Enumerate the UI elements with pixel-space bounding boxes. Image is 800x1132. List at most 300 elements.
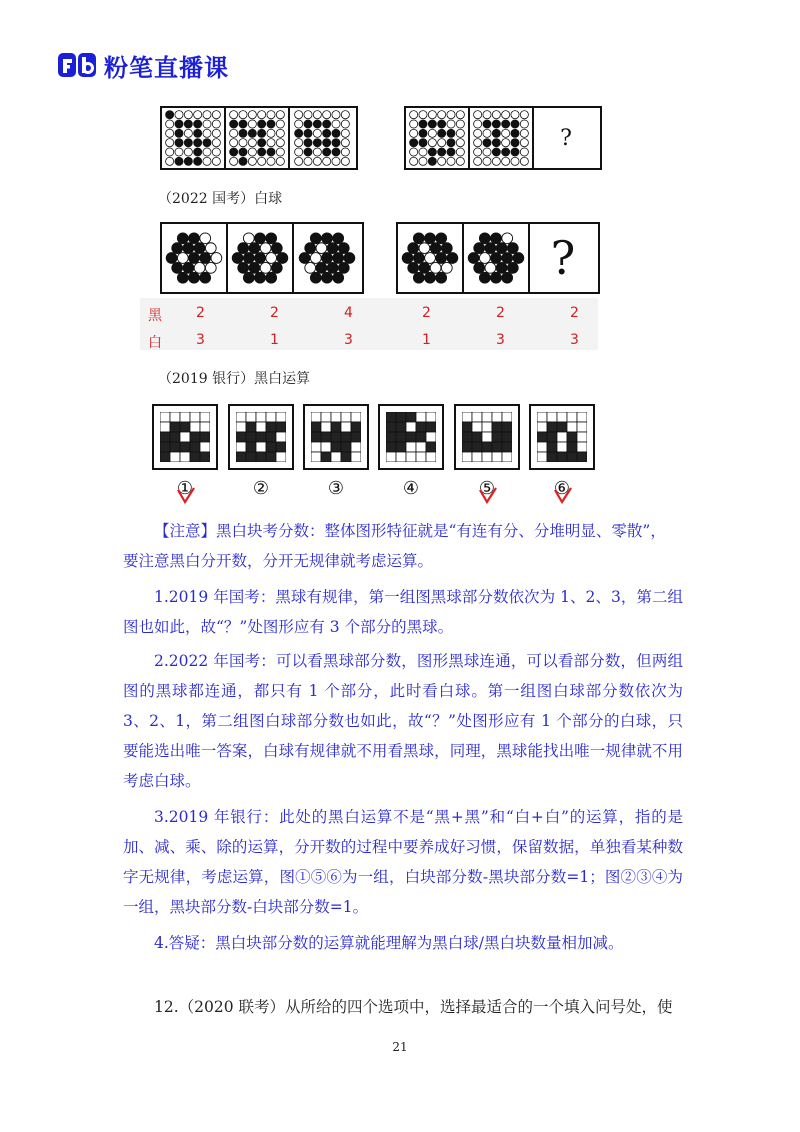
black-count: 4	[344, 305, 353, 321]
black-square	[170, 432, 180, 442]
white-square	[567, 412, 577, 422]
note-paragraph-4	[123, 928, 683, 958]
black-ball	[419, 139, 427, 147]
black-ball	[304, 129, 312, 137]
white-ball	[205, 262, 216, 273]
figure1-left-group	[160, 106, 358, 170]
black-ball	[425, 233, 436, 244]
white-ball	[304, 157, 312, 165]
black-square	[472, 432, 482, 442]
black-ball	[239, 148, 247, 156]
figure2-panel	[398, 224, 464, 292]
black-square	[266, 442, 276, 452]
black-ball	[299, 253, 310, 264]
white-square	[160, 422, 170, 432]
white-ball	[230, 111, 238, 119]
white-square	[236, 412, 246, 422]
white-ball	[492, 157, 500, 165]
ball-grid-graphic	[409, 110, 465, 166]
black-ball	[323, 120, 331, 128]
black-ball	[239, 120, 247, 128]
logo-text: 粉笔直播课	[104, 53, 229, 82]
question-12	[123, 992, 683, 1022]
white-ball	[474, 111, 482, 119]
black-square	[341, 432, 351, 442]
white-ball	[483, 129, 491, 137]
black-square	[416, 422, 426, 432]
figure1-panel	[162, 108, 226, 168]
black-ball	[248, 129, 256, 137]
white-ball	[166, 139, 174, 147]
black-ball	[491, 272, 502, 283]
black-ball	[441, 243, 452, 254]
black-square	[276, 442, 286, 452]
white-ball	[341, 157, 349, 165]
white-ball	[203, 111, 211, 119]
note-line-2: 要注意黑白分开数，分开无规律就考虑运算。	[123, 552, 434, 570]
hex-cluster-graphic	[230, 228, 290, 288]
white-ball	[474, 139, 482, 147]
black-square	[462, 432, 472, 442]
black-ball	[479, 233, 490, 244]
white-square	[190, 422, 200, 432]
black-ball	[474, 243, 485, 254]
black-ball	[428, 157, 436, 165]
black-ball	[408, 243, 419, 254]
black-ball	[322, 253, 333, 264]
note-paragraph-3	[123, 802, 683, 922]
black-ball	[323, 129, 331, 137]
white-ball	[212, 157, 220, 165]
check-mark-icon	[553, 486, 573, 504]
black-label: 黑	[148, 308, 162, 324]
white-ball	[456, 139, 464, 147]
black-ball	[271, 262, 282, 273]
black-ball	[304, 139, 312, 147]
black-ball	[175, 157, 183, 165]
note-text: 4.答疑：黑白块部分数的运算就能理解为黑白球/黑白块数量相加减。	[154, 934, 624, 952]
black-ball	[413, 233, 424, 244]
white-square	[311, 452, 321, 462]
hex-cluster-graphic	[466, 228, 526, 288]
black-ball	[277, 253, 288, 264]
white-count: 1	[270, 332, 279, 348]
white-count: 1	[422, 332, 431, 348]
white-square	[482, 432, 492, 442]
black-ball	[183, 262, 194, 273]
white-square	[200, 422, 210, 432]
white-square	[200, 412, 210, 422]
white-square	[426, 412, 436, 422]
black-ball	[323, 148, 331, 156]
black-square	[170, 422, 180, 432]
black-square	[502, 432, 512, 442]
white-ball	[295, 139, 303, 147]
white-ball	[485, 262, 496, 273]
white-ball	[276, 120, 284, 128]
black-ball	[419, 129, 427, 137]
white-square	[577, 412, 587, 422]
black-square	[266, 432, 276, 442]
black-ball	[483, 139, 491, 147]
white-square	[502, 452, 512, 462]
white-ball	[410, 120, 418, 128]
black-ball	[502, 272, 513, 283]
white-ball	[205, 243, 216, 254]
white-square	[472, 412, 482, 422]
black-square	[396, 422, 406, 432]
white-ball	[194, 262, 205, 273]
figure1-panel	[290, 108, 354, 168]
black-ball	[483, 120, 491, 128]
black-ball	[511, 129, 519, 137]
black-ball	[175, 139, 183, 147]
black-ball	[232, 253, 243, 264]
white-ball	[304, 111, 312, 119]
white-ball	[430, 262, 441, 273]
white-square	[321, 442, 331, 452]
black-ball	[200, 253, 211, 264]
white-square	[416, 442, 426, 452]
white-ball	[248, 139, 256, 147]
white-ball	[258, 111, 266, 119]
black-square	[276, 422, 286, 432]
black-ball	[338, 243, 349, 254]
white-ball	[456, 120, 464, 128]
black-ball	[413, 253, 424, 264]
white-ball	[479, 253, 490, 264]
black-square	[492, 442, 502, 452]
white-ball	[483, 157, 491, 165]
black-ball	[305, 243, 316, 254]
white-ball	[267, 111, 275, 119]
black-ball	[230, 120, 238, 128]
white-ball	[243, 233, 254, 244]
black-square	[472, 442, 482, 452]
white-ball	[313, 148, 321, 156]
black-ball	[295, 129, 303, 137]
white-ball	[341, 111, 349, 119]
black-ball	[194, 120, 202, 128]
black-square	[462, 442, 472, 452]
black-ball	[304, 120, 312, 128]
black-ball	[184, 157, 192, 165]
white-square	[406, 422, 416, 432]
white-ball	[456, 111, 464, 119]
black-ball	[332, 129, 340, 137]
white-ball	[316, 243, 327, 254]
figure1-panel	[406, 108, 470, 168]
white-square	[557, 432, 567, 442]
check-mark-icon	[478, 486, 498, 504]
black-ball	[492, 148, 500, 156]
black-ball	[323, 139, 331, 147]
white-square	[266, 412, 276, 422]
white-ball	[200, 233, 211, 244]
black-square	[200, 452, 210, 462]
black-ball	[492, 129, 500, 137]
black-ball	[194, 157, 202, 165]
black-square	[160, 442, 170, 452]
black-ball	[194, 129, 202, 137]
black-ball	[310, 233, 321, 244]
white-ball	[239, 111, 247, 119]
ball-grid-graphic	[294, 110, 350, 166]
white-square	[547, 412, 557, 422]
black-square	[386, 442, 396, 452]
black-ball	[492, 139, 500, 147]
white-square	[492, 452, 502, 462]
white-ball	[502, 233, 513, 244]
black-ball	[194, 139, 202, 147]
option-label: ③	[327, 478, 345, 499]
black-square	[246, 422, 256, 432]
check-mark-icon	[176, 486, 196, 504]
black-ball	[177, 272, 188, 283]
black-square	[406, 412, 416, 422]
white-ball	[175, 148, 183, 156]
black-square	[426, 442, 436, 452]
white-square	[537, 452, 547, 462]
black-ball	[447, 129, 455, 137]
black-square	[386, 422, 396, 432]
white-square	[190, 412, 200, 422]
white-ball	[425, 253, 436, 264]
white-ball	[474, 148, 482, 156]
black-ball	[194, 243, 205, 254]
white-ball	[212, 139, 220, 147]
black-ball	[239, 157, 247, 165]
figure2-panel	[162, 224, 228, 292]
white-square	[567, 422, 577, 432]
white-square	[557, 442, 567, 452]
white-ball	[341, 129, 349, 137]
white-square	[341, 422, 351, 432]
note-text: 1.2019 年国考：黑球有规律，第一组图黑球部分数依次为 1、2、3，第二组图也如此，故“？”处图形应有 3 个部分的黑球。	[123, 588, 683, 636]
black-ball	[338, 262, 349, 273]
white-ball	[166, 157, 174, 165]
black-ball	[492, 120, 500, 128]
white-square	[482, 422, 492, 432]
white-ball	[212, 129, 220, 137]
counts-background	[140, 298, 598, 350]
black-ball	[447, 253, 458, 264]
white-square	[236, 442, 246, 452]
black-ball	[258, 148, 266, 156]
black-ball	[200, 272, 211, 283]
black-ball	[438, 148, 446, 156]
note-paragraph-1	[123, 582, 683, 642]
black-ball	[322, 272, 333, 283]
white-square	[472, 452, 482, 462]
black-ball	[316, 262, 327, 273]
white-ball	[492, 111, 500, 119]
white-ball	[323, 111, 331, 119]
black-square	[266, 452, 276, 462]
white-ball	[230, 157, 238, 165]
white-ball	[276, 111, 284, 119]
white-ball	[276, 148, 284, 156]
figure2-question-panel	[530, 224, 596, 292]
black-square	[547, 432, 557, 442]
white-square	[256, 442, 266, 452]
white-ball	[248, 111, 256, 119]
black-square	[180, 422, 190, 432]
black-square	[396, 432, 406, 442]
white-square	[160, 412, 170, 422]
white-ball	[428, 111, 436, 119]
ball-grid-graphic	[165, 110, 221, 166]
black-ball	[184, 120, 192, 128]
black-square	[160, 432, 170, 442]
page-number: 21	[392, 1040, 408, 1054]
white-ball	[520, 157, 528, 165]
black-ball	[428, 120, 436, 128]
white-ball	[248, 148, 256, 156]
white-square	[256, 422, 266, 432]
black-square	[246, 432, 256, 442]
black-square	[160, 452, 170, 462]
white-count: 3	[496, 332, 505, 348]
black-square	[482, 442, 492, 452]
white-ball	[419, 243, 430, 254]
white-ball	[266, 253, 277, 264]
black-square	[256, 452, 266, 462]
black-square	[537, 432, 547, 442]
white-ball	[332, 120, 340, 128]
white-ball	[230, 129, 238, 137]
white-ball	[502, 111, 510, 119]
black-ball	[502, 148, 510, 156]
white-square	[416, 412, 426, 422]
black-square	[567, 432, 577, 442]
white-ball	[428, 129, 436, 137]
black-ball	[183, 243, 194, 254]
white-ball	[438, 139, 446, 147]
white-square	[537, 412, 547, 422]
white-ball	[447, 111, 455, 119]
white-ball	[341, 148, 349, 156]
black-ball	[507, 262, 518, 273]
figure3-option-box	[152, 404, 218, 470]
black-ball	[271, 243, 282, 254]
white-ball	[295, 120, 303, 128]
black-square	[341, 442, 351, 452]
black-ball	[243, 272, 254, 283]
white-square	[311, 442, 321, 452]
caption-2022: （2022 国考）白球	[158, 191, 283, 207]
white-ball	[410, 129, 418, 137]
white-square	[170, 452, 180, 462]
black-square	[492, 422, 502, 432]
figure3-option-box	[303, 404, 369, 470]
black-square	[547, 442, 557, 452]
white-square	[406, 452, 416, 462]
caption-2019: （2019 银行）黑白运算	[158, 371, 311, 387]
black-square	[396, 412, 406, 422]
white-square	[351, 412, 361, 422]
white-ball	[276, 157, 284, 165]
black-ball	[189, 272, 200, 283]
fenbi-logo-icon	[58, 51, 98, 79]
black-square	[246, 452, 256, 462]
black-ball	[491, 253, 502, 264]
white-square	[321, 422, 331, 432]
black-ball	[322, 233, 333, 244]
white-square	[180, 412, 190, 422]
option-label: ⑥	[553, 478, 571, 499]
white-ball	[502, 139, 510, 147]
black-ball	[468, 253, 479, 264]
black-ball	[447, 148, 455, 156]
white-count: 3	[344, 332, 353, 348]
black-ball	[266, 233, 277, 244]
black-ball	[419, 262, 430, 273]
white-ball	[276, 139, 284, 147]
black-ball	[184, 139, 192, 147]
white-ball	[239, 139, 247, 147]
white-ball	[332, 111, 340, 119]
white-square	[180, 432, 190, 442]
black-ball	[327, 262, 338, 273]
black-square	[311, 432, 321, 442]
hex-cluster-graphic	[164, 228, 224, 288]
square-grid-graphic	[236, 412, 286, 462]
white-ball	[166, 129, 174, 137]
black-ball	[175, 129, 183, 137]
white-square	[200, 442, 210, 452]
black-ball	[238, 262, 249, 273]
square-grid-graphic	[462, 412, 512, 462]
option-label: ②	[252, 478, 270, 499]
square-grid-graphic	[160, 412, 210, 462]
white-label: 白	[148, 335, 162, 351]
black-ball	[249, 262, 260, 273]
figure2-panel	[228, 224, 294, 292]
white-ball	[502, 129, 510, 137]
black-ball	[249, 243, 260, 254]
white-square	[170, 412, 180, 422]
white-square	[577, 442, 587, 452]
black-ball	[172, 243, 183, 254]
white-ball	[332, 157, 340, 165]
white-ball	[419, 111, 427, 119]
black-square	[577, 452, 587, 462]
white-square	[331, 452, 341, 462]
white-square	[482, 452, 492, 462]
white-square	[406, 442, 416, 452]
black-square	[331, 432, 341, 442]
black-ball	[496, 262, 507, 273]
white-square	[331, 412, 341, 422]
white-ball	[230, 139, 238, 147]
white-ball	[474, 120, 482, 128]
figure2-panel	[464, 224, 530, 292]
white-square	[276, 452, 286, 462]
black-square	[351, 432, 361, 442]
square-grid-graphic	[311, 412, 361, 462]
white-square	[341, 412, 351, 422]
black-ball	[419, 120, 427, 128]
white-square	[502, 412, 512, 422]
white-ball	[441, 262, 452, 273]
black-ball	[410, 139, 418, 147]
black-square	[321, 432, 331, 442]
white-ball	[305, 262, 316, 273]
white-ball	[313, 129, 321, 137]
white-ball	[474, 157, 482, 165]
figure2-left-group	[160, 222, 364, 294]
